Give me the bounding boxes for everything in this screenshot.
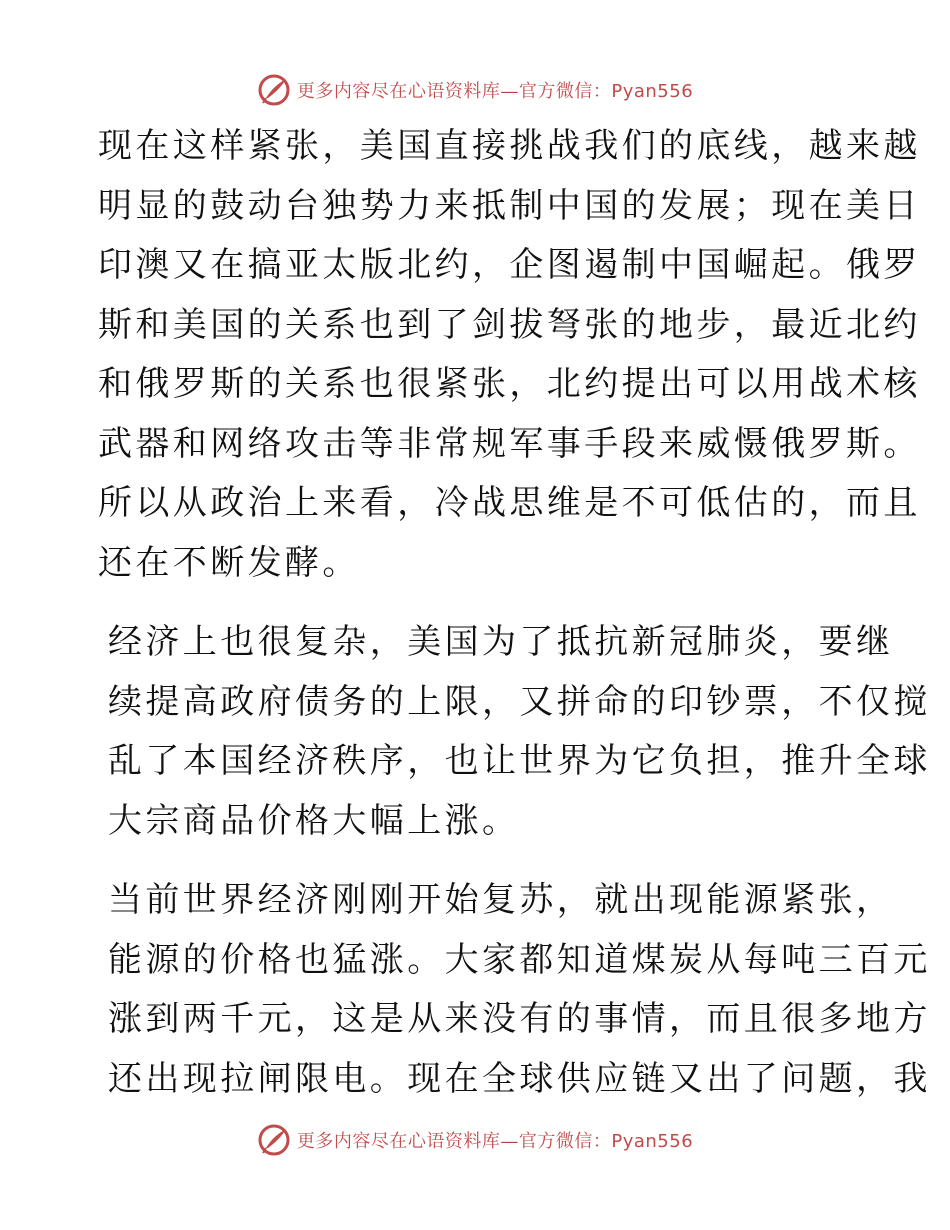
text-line: 和俄罗斯的关系也很紧张，北约提出可以用战术核 <box>98 364 921 404</box>
text-line: 续提高政府债务的上限，又拼命的印钞票，不仅搅 <box>108 681 931 722</box>
watermark-wechat-label: 官方微信： <box>518 81 612 102</box>
watermark-text <box>297 77 693 103</box>
watermark-site-text: 更多内容尽在心语资料库 <box>296 1131 501 1152</box>
paragraph-energy <box>98 871 931 1109</box>
text-line: 大宗商品价格大幅上涨。 <box>108 800 520 841</box>
watermark-account: Pyan556 <box>611 81 694 102</box>
document-body <box>98 117 931 1109</box>
text-line: 斯和美国的关系也到了剑拔弩张的地步，最近北约 <box>98 304 921 345</box>
footer-watermark <box>0 1120 950 1160</box>
text-line: 乱了本国经济秩序，也让世界为它负担，推升全球 <box>108 741 931 781</box>
text-line: 印澳又在搞亚太版北约，企图遏制中国崛起。俄罗 <box>98 245 921 285</box>
paragraph-economy <box>98 613 931 851</box>
text-line: 明显的鼓动台独势力来抵制中国的发展；现在美日 <box>98 185 921 226</box>
text-line: 能源的价格也猛涨。大家都知道煤炭从每吨三百元 <box>108 939 931 980</box>
text-line: 经济上也很复杂，美国为了抵抗新冠肺炎，要继 <box>108 622 894 662</box>
header-watermark <box>0 70 950 110</box>
paragraph-politics <box>98 117 921 593</box>
quill-logo-icon <box>257 73 291 107</box>
watermark-text <box>297 1127 693 1153</box>
watermark-wechat-label: 官方微信： <box>518 1131 612 1152</box>
text-line: 当前世界经济刚刚开始复苏，就出现能源紧张， <box>108 880 894 920</box>
quill-logo-icon <box>257 1123 291 1157</box>
watermark-site-text: 更多内容尽在心语资料库 <box>296 81 501 102</box>
watermark-separator: — <box>500 1131 519 1152</box>
text-line: 还在不断发酵。 <box>98 542 360 583</box>
text-line: 武器和网络攻击等非常规军事手段来威慑俄罗斯。 <box>98 423 921 464</box>
text-line: 现在这样紧张，美国直接挑战我们的底线，越来越 <box>98 126 921 166</box>
watermark-account: Pyan556 <box>611 1131 694 1152</box>
text-line: 所以从政治上来看，冷战思维是不可低估的，而且 <box>98 483 921 523</box>
text-line: 涨到两千元，这是从来没有的事情，而且很多地方 <box>108 999 931 1039</box>
text-line: 还出现拉闸限电。现在全球供应链又出了问题，我 <box>108 1058 931 1099</box>
watermark-separator: — <box>500 81 519 102</box>
